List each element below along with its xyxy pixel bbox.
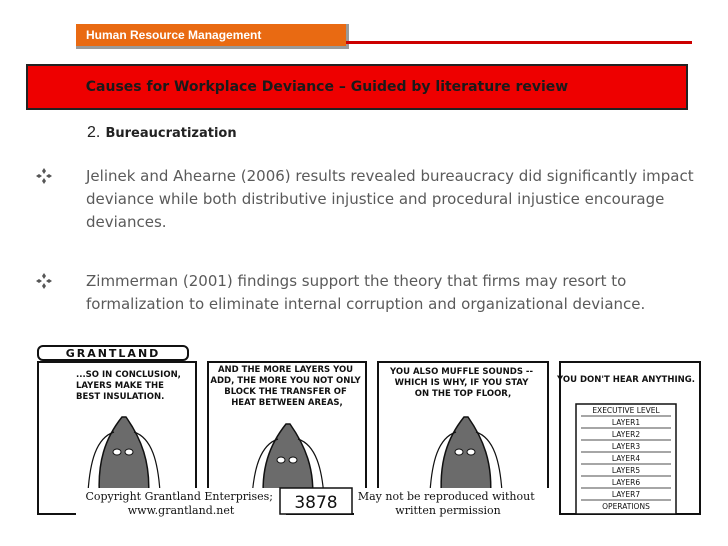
- section-heading: [87, 122, 237, 142]
- panel2-line-4: HEAT BETWEEN AREAS,: [231, 398, 343, 408]
- bullet-text-2: Zimmerman (2001) findings support the theory that firms may resort to formalization to eliminate internal corruption and organizational deviance.: [86, 272, 646, 313]
- layers-building: [576, 404, 676, 514]
- panel4-caption: YOU DON'T HEAR ANYTHING.: [557, 375, 695, 385]
- layer-label: LAYER6: [611, 478, 641, 487]
- panel1-line-2: LAYERS MAKE THE: [76, 381, 164, 391]
- panel2-line-3: BLOCK THE TRANSFER OF: [224, 387, 347, 397]
- panel3-line-1: YOU ALSO MUFFLE SOUNDS --: [390, 367, 533, 377]
- header-rule: [346, 41, 692, 44]
- bullet-text-1: Jelinek and Ahearne (2006) results revealed bureaucracy did significantly impact deviance while both distributive injustice and procedural injustice encourage deviances.: [86, 167, 694, 231]
- layer-label: LAYER2: [611, 430, 641, 439]
- layer-label: LAYER5: [611, 466, 641, 475]
- svg-text:YOU ALSO MUFFLE SOUNDS --: [389, 367, 536, 399]
- layer-label: OPERATIONS: [602, 502, 650, 511]
- copyright-line-1: Copyright Grantland Enterprises;: [85, 490, 274, 503]
- header-label-bar: [76, 24, 349, 49]
- section-number: 2.: [87, 124, 101, 141]
- permission-line-1: May not be reproduced without: [357, 490, 535, 503]
- grantland-cartoon: [36, 342, 726, 534]
- panel2-line-1: AND THE MORE LAYERS YOU: [217, 365, 354, 375]
- layer-label: EXECUTIVE LEVEL: [592, 406, 660, 415]
- slide-title-banner: [26, 64, 688, 110]
- panel2-line-2: ADD, THE MORE YOU NOT ONLY: [210, 376, 361, 386]
- layer-label: LAYER4: [611, 454, 641, 463]
- panel1-line-1: ...SO IN CONCLUSION,: [76, 370, 181, 380]
- layer-label: LAYER7: [611, 490, 641, 499]
- svg-text:AND THE MORE LAYERS YOU AD: [210, 365, 363, 408]
- panel1-line-3: BEST INSULATION.: [76, 392, 165, 402]
- diamond-bullet-icon: [36, 273, 52, 289]
- section-title: Bureaucratization: [105, 126, 237, 141]
- permission-line-2: written permission: [395, 504, 501, 517]
- cartoon-logo: GRANTLAND: [65, 347, 161, 360]
- cartoon-number: 3878: [294, 493, 338, 513]
- layer-label: LAYER3: [611, 442, 641, 451]
- panel3-line-2: WHICH IS WHY, IF YOU STAY: [394, 378, 529, 388]
- copyright-line-2: www.grantland.net: [127, 504, 235, 517]
- svg-text:...SO IN CONCLUSION, LAYER: [76, 370, 184, 402]
- header-label: Human Resource Management: [86, 28, 262, 42]
- diamond-bullet-icon: [36, 168, 52, 184]
- layer-label: LAYER1: [611, 418, 641, 427]
- panel3-line-3: ON THE TOP FLOOR,: [414, 389, 512, 399]
- slide-title: Causes for Workplace Deviance – Guided by literature review: [85, 79, 569, 95]
